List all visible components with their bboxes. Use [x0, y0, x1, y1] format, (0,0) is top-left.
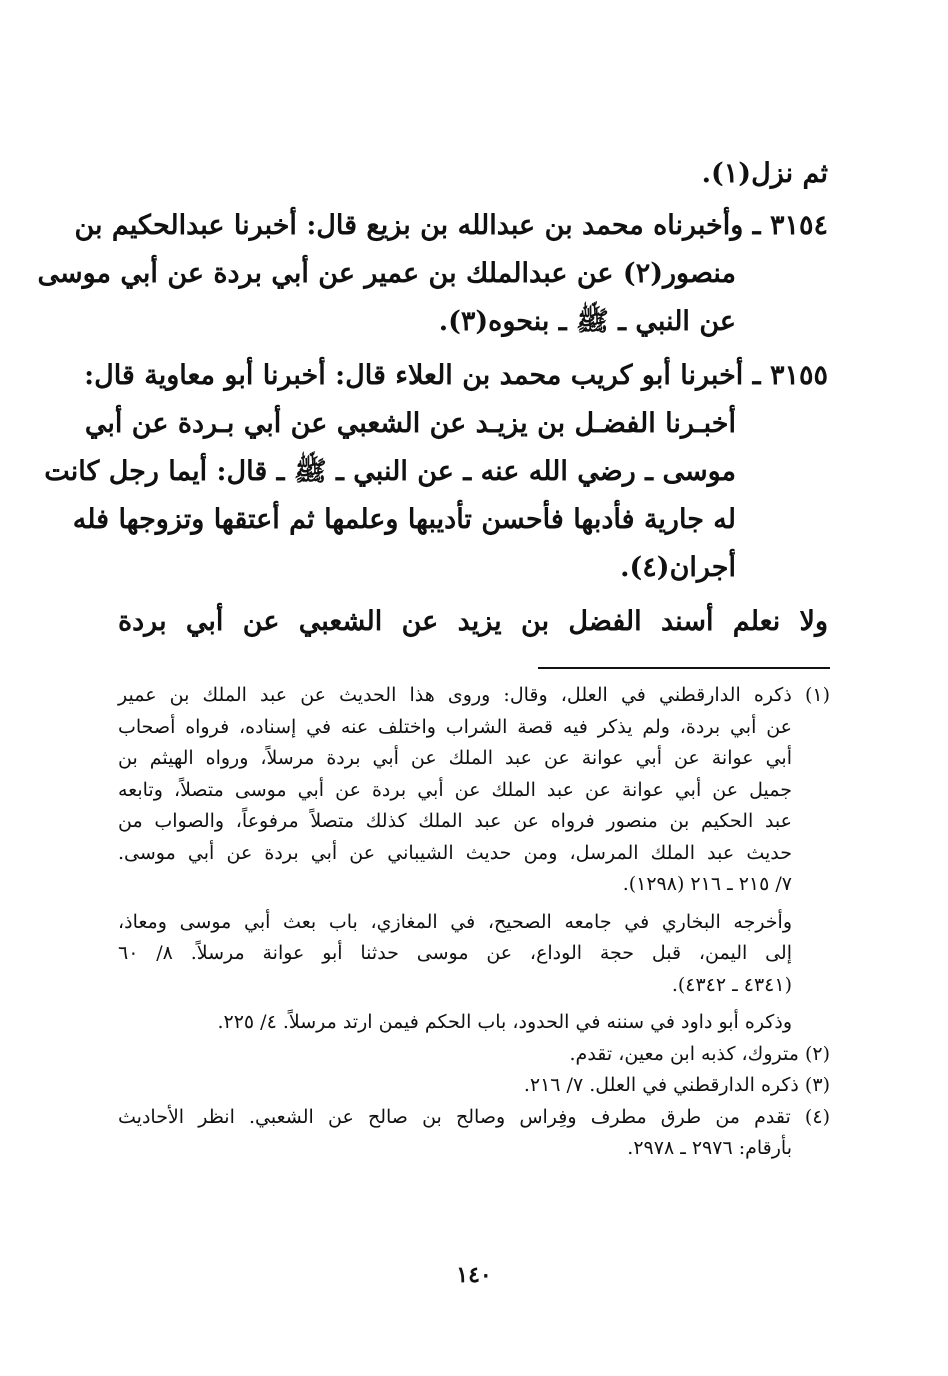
footnote-2: (٢) متروك، كذبه ابن معين، تقدم.: [569, 1042, 830, 1065]
hadith-3155: [44, 352, 828, 592]
footnote-1-line-2: عن أبي بردة، ولم يذكر فيه قصة الشراب واختلف عنه في إسناده، فرواه أصحاب: [118, 715, 792, 738]
footnote-1-line-8: وأخرجه البخاري في جامعه الصحيح، في المغازي، باب بعث أبي موسى ومعاذ،: [118, 910, 792, 933]
hadith-3154-line-2: منصور(٢) عن عبدالملك بن عمير عن أبي بردة عن أبي موسى: [37, 258, 736, 289]
hadith-3155-line-4: له جارية فأدبها فأحسن تأديبها وعلمها ثم أعتقها وتزوجها فله: [72, 504, 736, 535]
footnote-1-line-7: ٧/ ٢١٥ ـ ٢١٦ (١٢٩٨).: [622, 873, 792, 895]
footnote-1-line-4: جميل عن أبي عوانة عن عبد الملك عن أبي بردة عن أبي موسى متصلاً، وتابعه: [118, 778, 792, 801]
intro-line: ثم نزل(١).: [701, 158, 828, 189]
main-text: [37, 150, 828, 646]
page-number: ١٤٠: [456, 1262, 492, 1288]
footnotes: [118, 680, 830, 1165]
footnote-1-line-3: أبي عوانة عن أبي عوانة عن عبد الملك عن أبي بردة مرسلاً، ورواه الهيثم بن: [118, 747, 792, 769]
hadith-3154: [37, 202, 828, 346]
hadith-3155-line-5: أجران(٤).: [620, 552, 736, 583]
footnote-1-line-6: حديث عبد الملك المرسل، ومن حديث الشيباني عن أبي بردة عن أبي موسى.: [118, 841, 792, 864]
footnote-separator: [538, 667, 830, 669]
footnote-1-line-1: (١) ذكره الدارقطني في العلل، وقال: وروى هذا الحديث عن عبد الملك بن عمير: [118, 684, 830, 706]
footnote-1-line-11: وذكره أبو داود في سننه في الحدود، باب الحكم فيمن ارتد مرسلاً. ٤/ ٢٢٥.: [217, 1011, 792, 1033]
footnote-3: (٣) ذكره الدارقطني في العلل. ٧/ ٢١٦.: [523, 1074, 830, 1096]
footnote-1-line-9: إلى اليمن، قبل حجة الوداع، عن موسى حدثنا أبو عوانة مرسلاً. ٨/ ٦٠: [118, 942, 792, 964]
footnote-4: [118, 1102, 830, 1165]
footnote-1-line-5: عبد الحكيم بن منصور فرواه عن عبد الملك كذلك متصلاً مرفوعاً، والصواب من: [118, 810, 792, 832]
footnote-1-line-10: (٤٣٤١ ـ ٤٣٤٢).: [671, 973, 792, 996]
footnote-4-line-2: بأرقام: ٢٩٧٦ ـ ٢٩٧٨.: [627, 1137, 792, 1159]
hadith-3155-line-1: ٣١٥٥ ـ أخبرنا أبو كريب محمد بن العلاء قال: أخبرنا أبو معاوية قال:: [84, 360, 828, 391]
hadith-3154-line-1: ٣١٥٤ ـ وأخبرناه محمد بن عبدالله بن بزيع قال: أخبرنا عبدالحكيم بن: [74, 210, 828, 241]
closing-line: ولا نعلم أسند الفضل بن يزيد عن الشعبي عن أبي بردة: [118, 606, 828, 637]
hadith-3155-line-3: موسى ـ رضي الله عنه ـ عن النبي ـ ﷺ ـ قال: أيما رجل كانت: [44, 456, 736, 487]
hadith-3155-line-2: أخبـرنا الفضـل بن يزيـد عن الشعبي عن أبي بـردة عن أبي: [84, 408, 736, 439]
footnote-4-line-1: (٤) تقدم من طرق مطرف وفِراس وصالح بن صالح عن الشعبي. انظر الأحاديث: [118, 1105, 830, 1128]
hadith-3154-line-3: عن النبي ـ ﷺ ـ بنحوه(٣).: [438, 306, 736, 337]
footnote-1: [118, 680, 830, 1039]
